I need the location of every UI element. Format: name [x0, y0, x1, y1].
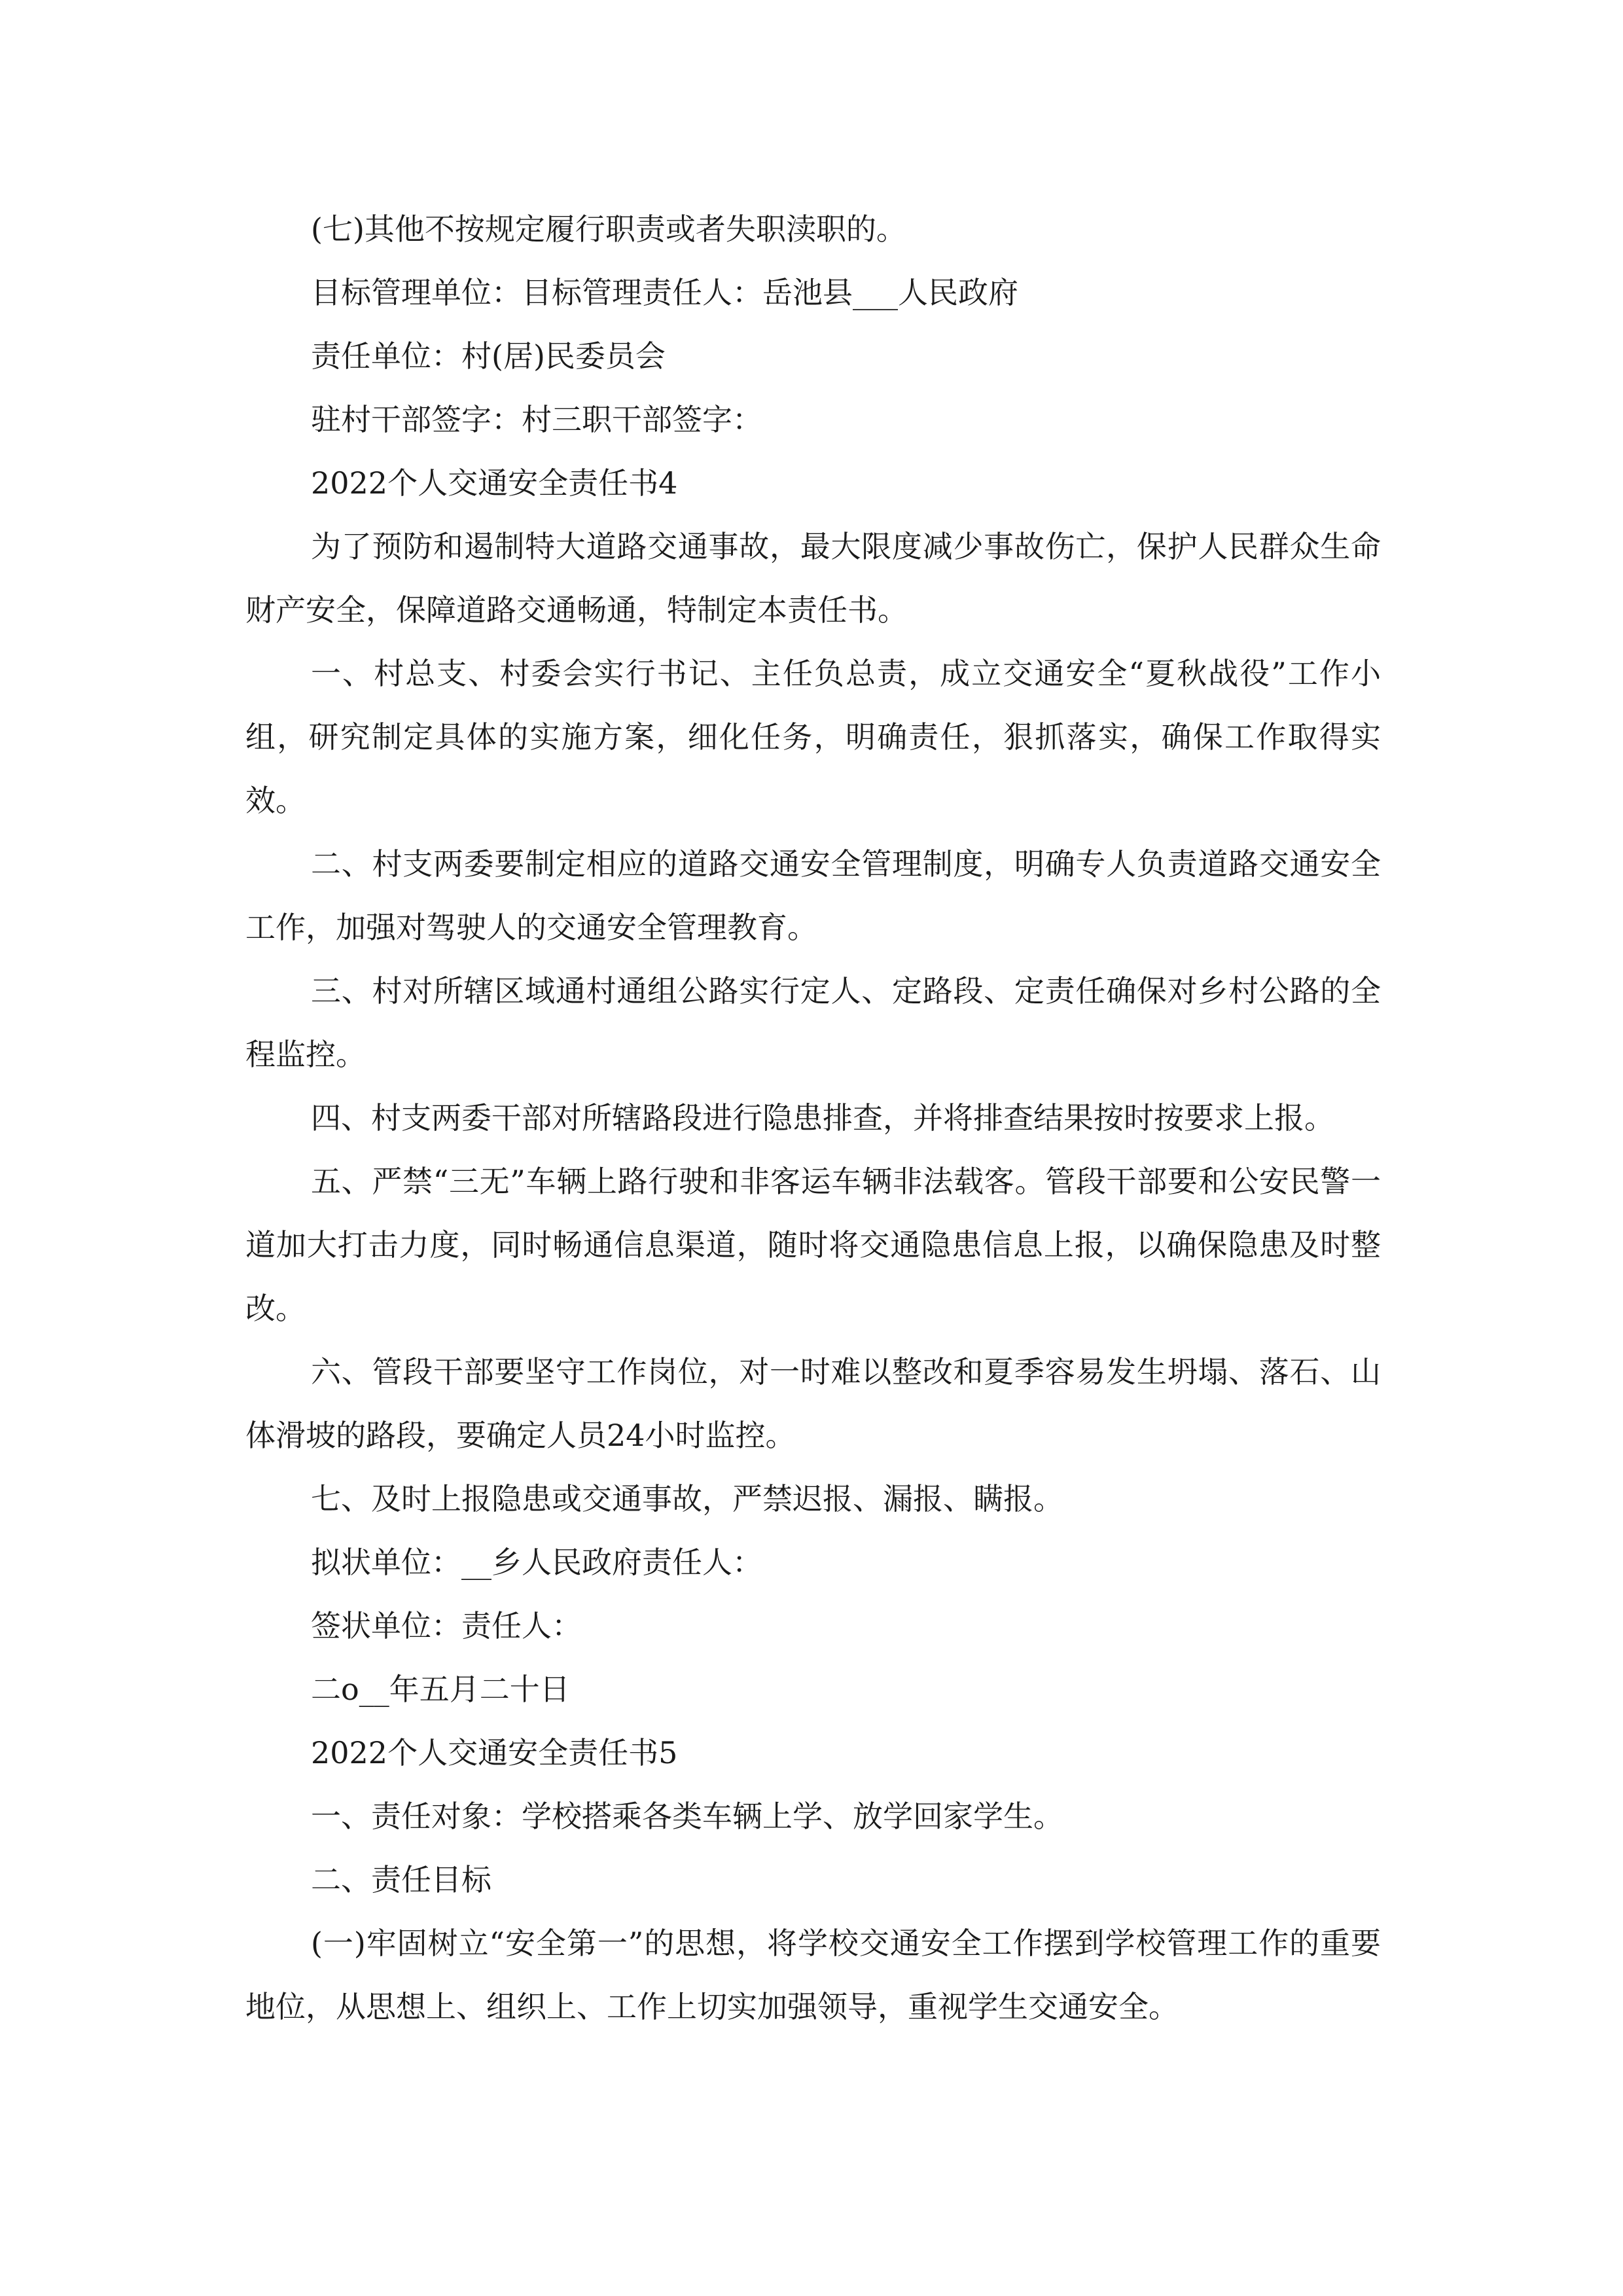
paragraph-target-management: 目标管理单位：目标管理责任人：岳池县___人民政府: [311, 275, 1018, 310]
paragraph-signing-unit: 签状单位：责任人：: [311, 1608, 582, 1643]
paragraph-item-4: 四、村支两委干部对所辖路段进行隐患排查，并将排查结果按时按要求上报。: [311, 1100, 1334, 1136]
paragraph-responsible-unit: 责任单位：村(居)民委员会: [311, 338, 666, 374]
section-heading-5: 2022个人交通安全责任书5: [311, 1735, 678, 1770]
paragraph-intro: 为了预防和遏制特大道路交通事故，最大限度减少事故伤亡，保护人民群众生命财产安全，保障道路交通畅通，特制定本责任书。: [245, 529, 1381, 628]
paragraph-date: 二o__年五月二十日: [311, 1672, 570, 1707]
paragraph-responsibility-object: 一、责任对象：学校搭乘各类车辆上学、放学回家学生。: [311, 1799, 1063, 1834]
paragraph-drafting-unit: 拟状单位：__乡人民政府责任人：: [311, 1545, 762, 1580]
paragraph-signatures: 驻村干部签字：村三职干部签字：: [311, 402, 762, 437]
paragraph-item-6: 六、管段干部要坚守工作岗位，对一时难以整改和夏季容易发生坍塌、落石、山体滑坡的路段，要确定人员24小时监控。: [245, 1354, 1381, 1453]
paragraph-duty-item-7: (七)其他不按规定履行职责或者失职渎职的。: [311, 211, 906, 247]
paragraph-item-2: 二、村支两委要制定相应的道路交通安全管理制度，明确专人负责道路交通安全工作，加强对驾驶人的交通安全管理教育。: [245, 846, 1381, 945]
paragraph-responsibility-target: 二、责任目标: [311, 1862, 491, 1897]
paragraph-item-5: 五、严禁“三无”车辆上路行驶和非客运车辆非法载客。管段干部要和公安民警一道加大打击力度，同时畅通信息渠道，随时将交通隐患信息上报，以确保隐患及时整改。: [245, 1164, 1381, 1326]
paragraph-item-3: 三、村对所辖区域通村通组公路实行定人、定路段、定责任确保对乡村公路的全程监控。: [245, 973, 1381, 1072]
paragraph-item-7: 七、及时上报隐患或交通事故，严禁迟报、漏报、瞒报。: [311, 1481, 1063, 1516]
paragraph-item-1: 一、村总支、村委会实行书记、主任负总责，成立交通安全“夏秋战役”工作小组，研究制定具体的实施方案，细化任务，明确责任，狠抓落实，确保工作取得实效。: [245, 656, 1381, 818]
paragraph-target-item-1: (一)牢固树立“安全第一”的思想，将学校交通安全工作摆到学校管理工作的重要地位，从思想上、组织上、工作上切实加强领导，重视学生交通安全。: [245, 1926, 1381, 2024]
section-heading-4: 2022个人交通安全责任书4: [311, 465, 678, 501]
